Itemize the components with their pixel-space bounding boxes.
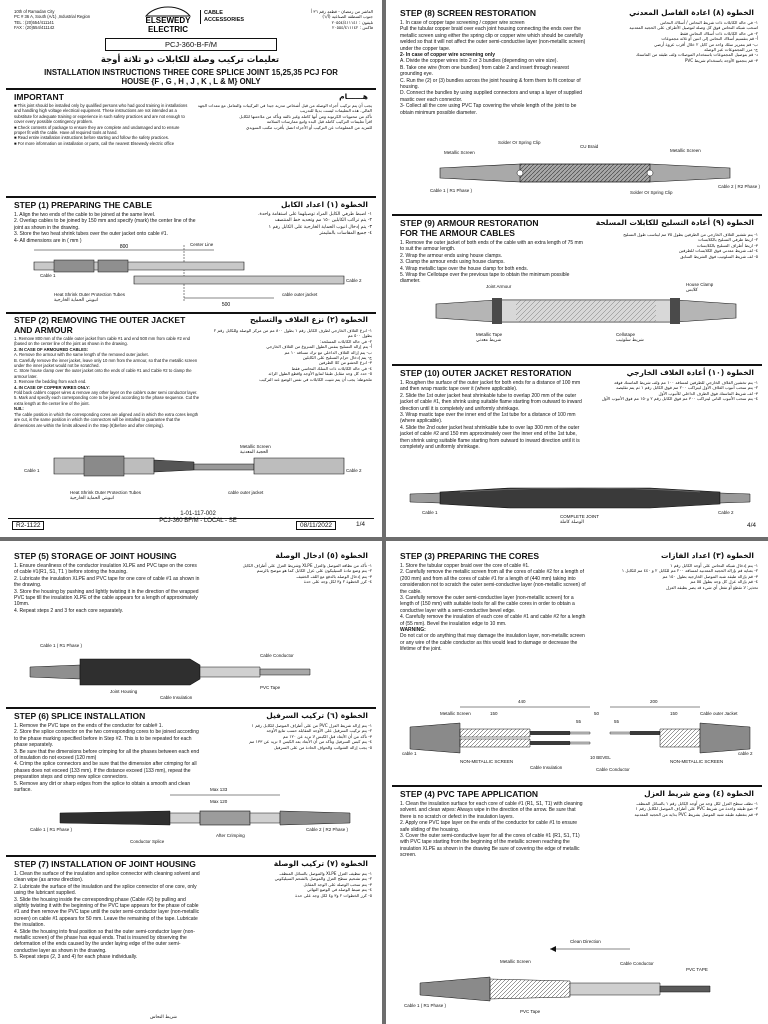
- step3-list-ar: ١- يتم إدخال شبكة النحاس على أوجه الكابل رقم ١ ٢- بعناية قم بإزالة الحجبة المعدنية لمسافة ٢٠٠ مم للكابل ٢ و ٤٤٠ مم للكابل ١ ٣- قم بإزالة طبقة شبه الموصل الخارجية بطول ١٥٠ مم ٤- قم بإزالة عزل كل وجه بطول ٥٥ مم تحذير: لا تقطع أو تفعل أي شيء قد يضر بطبقة العزل: [621, 563, 758, 590]
- important-item: ■ For more information on installation or parts, call the nearest Elsewedy electric office: [14, 140, 175, 146]
- step8-screen-diagram: [400, 138, 760, 208]
- solder-clip-label-2: Solder Or Spring Clip: [630, 190, 673, 195]
- divider: [6, 88, 376, 90]
- cable1-label: Cable 1 ( R1 Phase ): [30, 827, 73, 832]
- metallic-screen-label: Metallic Screen: [240, 444, 271, 449]
- svg-text:500: 500: [221, 302, 231, 308]
- cable2-label: Cable 2 ( R2 Phase ): [718, 184, 761, 189]
- metallic-screen-label: Metallic Screen: [440, 711, 471, 716]
- instruction-page-2: [386, 0, 768, 537]
- metallic-screen-label: Metallic Screen: [444, 150, 475, 155]
- step6-list-en: 1. Remove the PVC tape on the ends of the conductor for cable# 1. 2. Store the splice connector on the two corresponding cores to be joined according to the phase marking specified before in Step #2. This is to be repeated for each phase separately. 3. Be sure that the dimensions before crimping for all the phases between each end of insulation do not exceed (120 mm) 4. Crimp the splice connectors and be sure that the dimension after crimping for all phases does not exceed (133 mm). If the distance exceed (133 mm), repeat the preparation steps and crimp new splice connectors. 5. Remove any dirt or sharp edges from the splice to obtain a smooth and clean surface.: [14, 723, 200, 794]
- outer-jacket-label: cable outer jacket: [282, 292, 318, 297]
- cable2-label: Cable 2: [346, 278, 362, 283]
- page-number: 4/4: [746, 522, 756, 529]
- company-logo: [138, 6, 198, 34]
- divider: [6, 707, 376, 709]
- step5-heading-ar: الخطوة (٥) ادخال الوصلة: [275, 551, 368, 560]
- company-address-en: 10th of Ramadan City PC # 36 A, South (A/1) ,Industrial Region TEL : (20)554/411141 FAX : (20)554/411142: [14, 9, 91, 31]
- dimension-55-a: 55: [576, 719, 582, 724]
- revision-code: R2-1122: [12, 521, 44, 530]
- step10-outer-jacket-diagram: [400, 478, 760, 530]
- max-120-label: Max 120: [210, 799, 228, 804]
- document-codes: 1-01-117-002 PCJ-360 BF/M - LOCAL - SE: [159, 511, 237, 524]
- page-number: 1/4: [356, 521, 366, 528]
- instruction-page-3: [0, 541, 382, 1024]
- pvc-tape-label: PVC Tape: [260, 685, 281, 690]
- metallic-screen-label: Metallic Screen: [500, 959, 531, 964]
- logo-text-line1: ELSEWEDY: [145, 16, 191, 25]
- dimension-55-b: 55: [614, 719, 620, 724]
- important-item: ■ Check contents of package to ensure they are complete and undamaged and to ensure proper fit with the cable. Have all required tools at hand.: [14, 124, 180, 136]
- step6-list-ar: ١- يتم إزالة شريط العزل PVC من على أطراف الموصل للكابل رقم ١ ٢- يتم تركيب السرفيل على الأوجه المقابلة حسب تتابع الأوجه ٣- تأكد من أن الأبعاد قبل الكبس لا تزيد عن ١٢٠ مم ٤- يتم كبس السرفيل وتأكد من أن الأبعاد بعد الكبس لا تزيد عن ١٣٣ مم ٥- يجب إزالة الشوائب والحواف الحادة من على السرفيل: [249, 723, 372, 750]
- step3-heading-en: STEP (3) PREPARING THE CORES: [400, 551, 540, 561]
- step2-list-en: 1. Remove 800 mm of the cable outer jacket from cable #1 and end 500 mm from cable #2 end (based on the center line of the joint as shown in the drawing. 2. IN CASE OF ARMOURED CABLES: A. Remove the armour with the same length of the removed outer jacket. B. Carefully remove the inner jacket, leave only 10 mm from the armour, so that the metallic screen under the inner jacket would not be scratched. C. Store house clamp over the outer jacket onto the ends of cable #1 and Cable #2 to clamp the armour later. 3. Remove the bedding from each end. 4. IN CASE OF COPPER WIRES ONLY: Fold back cable's copper wires & remove any other layer on the cable's outer semi conductor layer. 5. Mark and specify each corresponding core to be joined according to the phase sequence. Cut the extra length at the center line of the joint. N.B.: The cable position in which the corresponding cores are aligned and in which the extra cores length are cut, is the same position in which the connectors will be installed to guarantee that the dimensions are within the limits allowed in the Step (6)before and after crimping).: [14, 336, 200, 428]
- step2-cable-diagram: [14, 440, 374, 506]
- divider: [392, 364, 762, 366]
- divider: [6, 312, 376, 314]
- complete-joint-label-ar: الوصلة كاملة: [560, 520, 584, 525]
- metallic-tape-label: Metallic Tape: [476, 332, 503, 337]
- step1-heading-ar: الخطوة (١) اعداد الكابل: [280, 200, 368, 209]
- cellotape-label: Cellotape: [616, 332, 636, 337]
- step10-heading-en: STEP (10) OUTER JACKET RESTORATION: [400, 368, 572, 378]
- instruction-page-4: [386, 541, 768, 1024]
- heat-shrink-tube-label: Heat Shrink Outer Protection Tubes: [54, 292, 126, 297]
- step9-heading-en: STEP (9) ARMOUR RESTORATION FOR THE ARMOUR CABLES: [400, 218, 539, 238]
- step4-heading-ar: الخطوة (٤) وضع شريط العزل: [644, 789, 754, 798]
- step10-heading-ar: الخطوة (١٠) أعادة الغلاف الخارجي: [626, 368, 754, 377]
- step1-cable-diagram: [14, 240, 374, 310]
- dimension-50: 50: [594, 711, 600, 716]
- step1-list-ar: ١- اضبط طرفي الكابل المراد توصيلهما على استقامة واحدة. ٢- يتم تراكب الكابلين ١٥٠ مم وتحديد خط المنتصف ٣- يتم إدخال انبوب الحماية الخارجية على الكابل رقم ١ ٤- جميع المقاسات بالمليمتر: [258, 212, 372, 237]
- step9-heading-ar: الخطوة (٩) أعادة التسليح للكابلات المسلحة: [595, 218, 754, 227]
- house-clamp-label: House Clamp: [686, 282, 714, 287]
- center-line-label: Center Line: [190, 242, 214, 247]
- divider: [392, 785, 762, 787]
- dimension-440: 440: [518, 699, 526, 704]
- divider: [392, 214, 762, 216]
- heat-shrink-tube-label-ar: انبوبتي الحماية الخارجية: [70, 496, 115, 501]
- step6-splice-diagram: [20, 785, 370, 851]
- cable1-label: Cable 1: [40, 273, 56, 278]
- step5-heading-en: STEP (5) STORAGE OF JOINT HOUSING: [14, 551, 177, 561]
- outer-jacket-label: cable outer jacket: [228, 490, 264, 495]
- dimension-150-a: 150: [490, 711, 498, 716]
- conductor-splice-label: Conductor Splice: [130, 839, 165, 844]
- cable2-label: cable 2: [738, 751, 753, 756]
- cable1-label: Cable 1 ( R1 Phase ): [40, 643, 83, 648]
- after-crimping-label: After Crimping: [216, 833, 245, 838]
- heat-shrink-tube-label: Heat Shrink Outer Protection Tubes: [70, 490, 142, 495]
- step7-heading-en: STEP (7) INSTALLATION OF JOINT HOUSING: [14, 859, 196, 869]
- document-code-box: PCJ-360-B-F/M: [105, 38, 277, 51]
- step2-list-ar: ١- انزع الغلاف الخارجي لطرف الكابل رقم ١ بطول ٨٠٠ مم من مركز الوصلة وللكابل رقم ٢ بطول ٥٠٠ مم ٢- في حالة الكابلات المسلحة: أ- يتم إزالة التسليح بنفس الطول المنزوع من الغلاف الخارجي ب- يتم إزالة الغلاف الداخلي مع ترك مسافة ١٠ مم ج- يتم إدخال حزام التسليح على الكابلين ٣- انزع الحشو من كلا الطرفين ٤- في حالة الكابلات ذات السلك النحاسي فقط ٥- حدد كل وجه مقابل طبقا لتتابع الأوجه واقطع الطول الزائد ملحوظة: يجب أن يتم تثبيت الكابلات في نفس الوضع عند التركيب: [213, 328, 372, 382]
- cable1-label: Cable 1: [24, 468, 40, 473]
- company-address-ar: العاشر من رمضان - قطعة رقم ٣٦ أ جنوب المنطقة الصناعية (أ/١) تليفون : ٢٠٥٥٤/٤١١١٤١ فاكس : ٢٠٥٥٤/٤١١١٤٢: [310, 9, 373, 31]
- step4-heading-en: STEP (4) PVC TAPE APPLICATION: [400, 789, 539, 799]
- joint-armour-label: Joint Armour: [486, 284, 512, 289]
- cable-insulation-label: Cable Insulation: [160, 695, 193, 700]
- step8-heading-en: STEP (8) SCREEN RESTORATION: [400, 8, 537, 18]
- dimension-200: 200: [650, 699, 658, 704]
- metallic-screen-label-ar: الحجبة المعدنية: [240, 450, 269, 455]
- divider: [6, 196, 376, 198]
- pvc-tape-label: PVC TAPE: [686, 967, 708, 972]
- step9-list-en: 1. Remove the outer jacket of both ends of the cable with an extra length of 75 mm to suit the armour length. 2. Wrap the armour ends using house clamps. 3. Clamp the armour ends using house clamps. 4. Wrap metallic tape over the house clamp for both ends. 5. Wrap the Cellotape over the previous tape to obtain the minimum possible diameter.: [400, 240, 583, 285]
- cable2-label: Cable 2 ( R2 Phase ): [306, 827, 349, 832]
- step8-list-en: 1. In case of copper tape screening / copper wire screen Pull the tubular copper braid over each joint housing connecting the ends over the metallic screen using either the spring clip or copper wire which should be carefully welded so that it will not affect the outer semi-conductive layer (non-metallic screen) under the copper tape. 2- In case of copper wire screening only A. Divide the copper wires into 2 or 3 bundles (depending on wire size). B. Take one wire (from one bundles) from cable 2 and insert through nearest grounding eye. C. Run the (2) or (3) bundles across the joint housing & form them to fit contour of housing. D. Connect the bundles by using supplied connectors and wrap a layer of supplied mastic over each connector. 3- Collect all the core using PVC Tap covering the whole length of the joint to be obtain minimum possible diameter.: [400, 20, 586, 116]
- cable1-label: Cable 1 ( R1 Phase ): [430, 188, 473, 193]
- step7-heading-ar: الخطوة (٧) تركيب الوصلة: [273, 859, 368, 868]
- division-label: CABLE ACCESSORIES: [200, 10, 246, 24]
- cable1-label: Cable 1 ( R1 Phase ): [404, 1003, 447, 1008]
- step8-list-ar: ١- في حالة الكابلات ذات شريط النحاس / أسلاك النحاس اسحب شبكة النحاس فوق كل وصلة لتوصيل الأطراف على الحجبة المعدنية ٢- في حالة الكابلات ذات أسلاك النحاس فقط أ- قم بتقسيم أسلاك النحاس إلى اثنين أو ثلاثة مجموعات ب- قم بتمرير سلك واحد من كابل ٢ خلال أقرب عروة أرضي ج- مرر المجموعات عبر الوصلة د- قم بتوصيل المجموعات باستخدام الموصلات ولف طبقة من الماستك ٣- قم بتجميع الأوجه باستخدام شريط PVC: [629, 20, 758, 63]
- important-item: ■ Read entire installation instructions before starting and follow the safety practices.: [14, 135, 169, 141]
- step2-heading-ar: الخطوة (٢) نزع الغلاف والتسليح: [249, 315, 368, 324]
- copper-braid-label: CU Braid: [580, 144, 599, 149]
- document-date: 08/11/2022: [296, 521, 336, 530]
- step6-heading-en: STEP (6) SPLICE INSTALLATION: [14, 711, 146, 721]
- dimension-150-b: 150: [670, 711, 678, 716]
- cellotape-label-ar: شريط سلوتيب: [616, 338, 644, 343]
- step4-list-en: 1. Clean the insulation surface for each core of cable #1 (R1, S1, T1) with cleaning solvent. and clean wipes: Always wipe in the direction of the arrow. Be sure that there is no scratch or defect in the insulation layers. 2. Apply one PVC tape layer on the ends of the conductor for cable #1 to ensure safe sliding of the housing. 3. Cover the outer semi-conductive layer for all the cores of cable #1 (R1, S1, T1) with PVC tape starting from the beginning of the metallic screen reaching the insulation XLPE as shown in the drawing Be sure of covering the edge of metallic screen.: [400, 801, 583, 859]
- step4-list-ar: ١- نظف سطح العزل لكل وجه من أوجه الكابل رقم ١ بالسائل المنظف ٢- ضع طبقة واحدة من شريط PVC على أطراف الموصل للكابل رقم ١ ٣- قم بتغطية طبقة شبه الموصل بشريط PVC بداية من الحجبة المعدنية: [634, 801, 758, 817]
- step9-list-ar: ١- يتم تقشير الغلاف الخارجي من الطرفين بطول ٧٥ مم ليناسب طول التسليح ٢- اربط طرفي التسليح بالكلابسات ٣- اربط أطراف التسليح بالكلابسات ٤- لف شريط معدني فوق الكلابسات للطرفين ٥- لف شريط السلوتيب فوق الشريط السابق: [623, 232, 758, 259]
- step1-heading-en: STEP (1) PREPARING THE CABLE: [14, 200, 153, 210]
- step9-armour-diagram: [426, 270, 756, 350]
- important-list-en: [14, 103, 190, 146]
- bevel-label: 10 BEVEL: [590, 755, 611, 760]
- step1-list-en: 1. Align the two ends of the cable to be joined at the same level. 2. Overlap cables to be joined by 150 mm and specify (mark) the center line of the joint as shown in the drawing. 3. Store the two heat shrink tubes over the outer jacket onto cable #1. 4- All dimensions are in ( mm ): [14, 212, 196, 244]
- clean-direction-label: Clean Direction: [570, 939, 601, 944]
- non-metallic-screen-label-2: NON-METALLIC SCREEN: [670, 759, 724, 764]
- copper-braid-label: شريط النحاس: [150, 1015, 177, 1020]
- important-list-ar: يجب أن يتم تركيب أجزاء الوصلة من قبل أشخاص مدربة جيدا في التركيبات والتعامل مع معدات الجهد العالي. هذه التعليمات ليست بديلا للتدريب تأكد من محتويات الكرتونة ومن أنها كاملة وغير تالفة وتأكد من ملاءمتها للكابل اقرأ تعليمات التركيب كاملة قبل البدء واتبع ممارسات السلامة للمزيد من المعلومات عن التركيب أو الأجزاء اتصل بأقرب مكتب السويدي: [197, 103, 372, 130]
- svg-text:800: 800: [119, 244, 129, 250]
- step2-heading-en: STEP (2) REMOVING THE OUTER JACKET AND ARMOUR: [14, 315, 186, 335]
- outer-jacket-label: Cable outer Jacket: [700, 711, 738, 716]
- important-heading-ar: هــــــام: [339, 92, 368, 101]
- instruction-page-1: [0, 0, 382, 537]
- step3-heading-ar: الخطوة (٣) اعداد الفازات: [661, 551, 754, 560]
- step5-list-en: 1. Ensure cleanliness of the conductor insulation XLPE and PVC tape on the cores of cable #1(R1, S1, T1 ) before storing the housing. 2. Lubricate the insulation XLPE and PVC tape for one core of cable #1 as shown in the drawing. 3. Store the housing by pushing and lightly twisting it in the direction of the wrapped PVC tape till the insulation XLPE of the cable appears for a length of approximately 10mm. 4. Repeat steps 2 and 3 for each core separately.: [14, 563, 200, 614]
- logo-text-line2: ELECTRIC: [148, 25, 188, 34]
- cable2-label: Cable 2: [346, 468, 362, 473]
- step3-cores-diagram: [400, 697, 760, 779]
- title-english: INSTALLATION INSTRUCTIONS THREE CORE SPLICE JOINT 15,25,35 PCJ FOR HOUSE {F , G , H , J , K , L & M} ONLY: [44, 68, 338, 86]
- complete-joint-label: COMPLETE JOINT: [560, 514, 600, 519]
- cable1-label: Cable 1: [422, 510, 438, 515]
- solder-clip-label: Solder Or Spring Clip: [498, 140, 541, 145]
- metallic-tape-label-ar: شريط معدني: [476, 338, 502, 343]
- cable1-label: cable 1: [402, 751, 417, 756]
- cable-conductor-label: Cable Conductor: [596, 767, 630, 772]
- heat-shrink-tube-label-ar: انبوبتي الحماية الخارجية: [54, 298, 99, 303]
- important-item: ■ This joint should be installed only by qualified persons who had good training in installations and handling high voltage electrical equipment. These instructions are not intended as a substitute for adequate training or experience in such safety practices and are not enough to cover every possible contingency problem.: [14, 103, 188, 125]
- cable2-label: Cable 2: [718, 510, 734, 515]
- step10-list-en: 1. Roughen the surface of the outer jacket for both ends for a distance of 100 mm and then wrap mastic tape over it (where applicable). 2. Slide the 1st outer jacket heat shrinkable tube to overlap 200 mm of the outer jacket of cable #1, then shrink using suitable flame starting from outward to inward direction until it is completely and uniformly shrinkage. 3. Wrap mastic tape over the inner end of the 1st tube for a distance of 100 mm (where applicable). 4. Slide the 2nd outer jacket heat shrinkable tube to over lap 300 mm of the outer jacket of cable #2 and 150 mm approximately over the inner end of the 1st tube, then shrink using suitable flame starting from outward to inward direction until it is completely and uniformly shrinkage.: [400, 380, 582, 451]
- step3-list-en: 1. Store the tubular copper braid over the core of cable #1. 2. Carefully remove the metallic screen from all the cores of cable #2 for a length of (200 mm) and from all the cores of cable #1 for a length of (440 mm) taking into consideration not to scratch the outer semi-conductive layer (non-metallic screen) of the cable. 3. Carefully remove the outer semi-conductive layer (non-metallic screen) for a length of (150 mm) with suitable tools for all the cable cores in order to obtain a conductive layer with a semi-conductive bevel edge. 4. Carefully remove the insulation of each core of cable #1 and cable #2 for a length of (55 mm). Bevel the insulation edge to 10 mm. WARNING: Do not cut or do anything that may damage the insulation layer, non-metallic screen or any wire of the cable conductor as this would lead to damage or decrease the lifetime of the joint.: [400, 563, 586, 653]
- page-footer: [8, 511, 374, 531]
- step10-list-ar: ١- يتم تخشين الغلاف الخارجي للطرفين لمسافة ١٠٠ مم ولف شريط الماستك فوقه ٢- يتم سحب أنبوب الغلاف الأول ليتراكب ٢٠٠ مم فوق الكابل رقم ١ ثم يتم تقليصه ٣- لف شريط الماستك فوق الطرف الداخلي للأنبوب الأول ٤- يتم سحب الأنبوب الثاني ليتراكب ٣٠٠ مم فوق الكابل رقم ٢ و١٥٠ مم فوق الأنبوب الأول: [601, 380, 758, 402]
- step6-heading-ar: الخطوة (٦) تركيب السرفيل: [266, 711, 368, 720]
- step5-housing-diagram: [20, 641, 370, 703]
- step8-heading-ar: الخطوة (٨) اعادة الفاصل المعدني: [629, 8, 754, 17]
- step7-list-ar: ١- يتم تنظيف العزل XLPE والموصل بالسائل المنظف ٢- يتم تشحيم سطح العزل والموصل بالشحم السيليكوني ٣- يتم سحب الوصلة على الوجه المقابل ٤- يتم ضبط الوصلة في الوضع النهائي ٥- كرر الخطوات ٢ و٣ و٤ لكل وجه على حدة: [274, 871, 372, 898]
- max-133-label: Max 133: [210, 787, 228, 792]
- pvc-tape-label-2: PVC Tape: [520, 1009, 541, 1014]
- cable-conductor-label: Cable Conductor: [260, 653, 294, 658]
- step7-list-en: 1. Clean the surface of the insulation and splice connector with cleaning solvent and clean wipe (as arrow direction). 2. Lubricate the surface of the insulation and the splice connector of one core, only using the lubricant supplied. 3. Slide the housing inside the corresponding phase (Cable #2) by pulling and slightly twisting it with the beginning of the PVC tape appears for the phase of cable #1 and then remove the PVC tape until the outer semi-conductor layer (non-metallic screen) on cable #1 appears for 50 mm. Leave the remaining of the tape. Lubricate the insulation. 4. Slide the housing into final position so that the outer semi-conductor layer (non-metallic screen) of the phase has equal ends. That is insured by observing the deformation of the ends caused by the under laying edge of the outer semi-conductive layer as shown in the drawing. 5. Repeat steps (2, 3 and 4) for each phase individually.: [14, 871, 200, 961]
- important-heading-en: IMPORTANT: [14, 92, 64, 102]
- step5-list-ar: ١- تأكد من نظافة الموصل والعزل XLPE وشريط العزل على أطراف الكابل ٢- يتم وضع مادة السيليكون على عزل الكابل كما هو موضح بالرسم ٣- يتم إدخال الوصلة بالدفع مع اللف الخفيف ٤- كرر الخطوة ٢ و٣ لكل وجه على حدة: [242, 563, 372, 585]
- cable-insulation-label: Cable Insulation: [530, 765, 563, 770]
- step4-pvc-tape-diagram: [400, 937, 760, 1021]
- title-arabic: تعليمات تركيب وصلة للكابلات ذو ثلاثة أوجة: [100, 55, 280, 65]
- house-clamp-label-ar: كلابس: [686, 288, 698, 293]
- metallic-screen-label-2: Metallic Screen: [670, 148, 701, 153]
- divider: [6, 855, 376, 857]
- cable-conductor-label: Cable Conductor: [620, 961, 654, 966]
- joint-housing-label: Joint Housing: [110, 689, 138, 694]
- non-metallic-screen-label: NON-METALLIC SCREEN: [460, 759, 514, 764]
